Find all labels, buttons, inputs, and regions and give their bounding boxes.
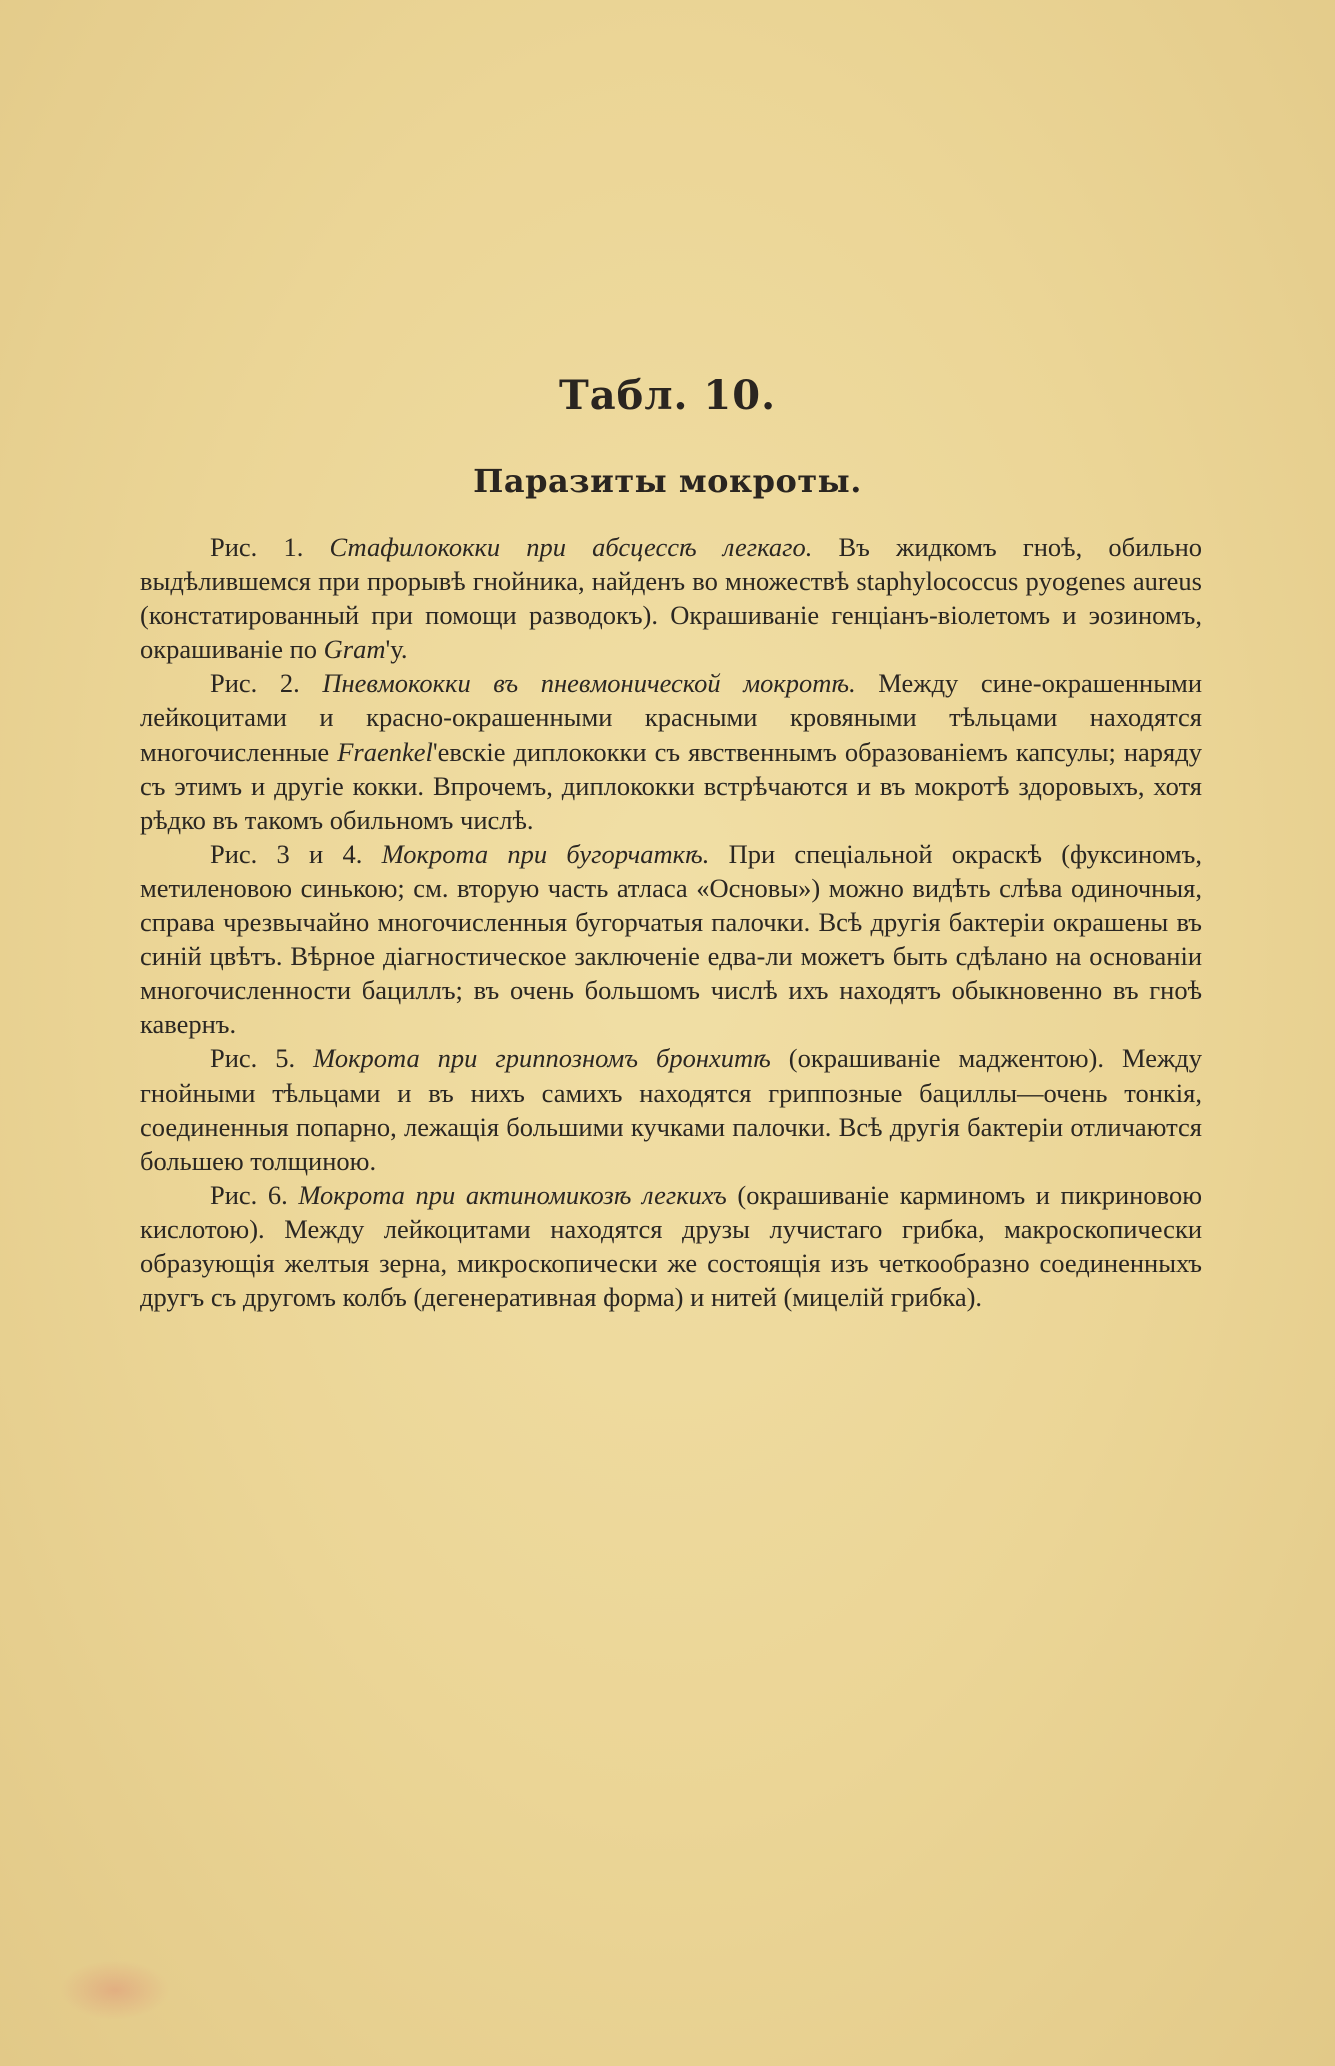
paper-stain [60, 1960, 170, 2020]
paragraph-text: (окрашиваніе карминомъ и пикриновою кислотою). Между лейкоцитами находятся друзы лучистаго грибка, макроскопически образующія желтыя зерна, микроскопически же состоящія изъ четкообразно соединенныхъ другъ съ другомъ колбъ (дегенеративная форма) и нитей (мицелій грибка). [140, 1179, 1202, 1313]
paragraph-fig-2 [140, 666, 1202, 836]
paragraph-text: Между сине-окрашенными лейкоцитами и красно-окрашенными красными кровяными тѣльцами находятся многочисленные [140, 668, 1202, 767]
figure-caption: Мокрота при бугорчаткѣ. [381, 838, 710, 869]
paragraph-fig-6 [140, 1178, 1202, 1314]
figure-ref: Рис. 2. [210, 668, 323, 699]
paragraph-fig-1 [140, 530, 1202, 666]
figure-caption: Пневмококки въ пневмонической мокротѣ. [322, 668, 856, 699]
page-subtitle: Паразиты мокроты. [473, 462, 862, 500]
figure-caption: Мокрота при гриппозномъ бронхитѣ [313, 1043, 771, 1074]
paragraph-fig-5 [140, 1041, 1202, 1177]
paragraph-text-end: 'у. [385, 634, 408, 665]
body-text [140, 530, 1202, 1314]
paragraph-fig-3-4 [140, 837, 1202, 1042]
author-name: Gram [323, 634, 386, 665]
author-name: Fraenkel [337, 736, 433, 767]
paragraph-text: Въ жидкомъ гноѣ, обильно выдѣлившемся при прорывѣ гнойника, найденъ во множествѣ staphylococcus pyogenes aureus (констатированный при помощи разводокъ). Окрашиваніе генціанъ-віолетомъ и эозиномъ, окрашиваніе по [140, 532, 1202, 665]
figure-caption: Мокрота при актиномикозѣ легкихъ [298, 1179, 727, 1210]
paragraph-text-end: 'евскіе диплококки съ явственнымъ образованіемъ капсулы; наряду съ этимъ и другіе кокки. Впрочемъ, диплококки встрѣчаются и въ мокротѣ здоровыхъ, хотя рѣдко въ такомъ обильномъ числѣ. [140, 736, 1202, 835]
page-title: Табл. 10. [558, 372, 776, 419]
figure-ref: Рис. 1. [210, 532, 330, 562]
paragraph-text: При спеціальной окраскѣ (фуксиномъ, метиленовою синькою; см. вторую часть атласа «Основы») можно видѣть слѣва одиночныя, справа чрезвычайно многочисленныя бугорчатыя палочки. Всѣ другія бактеріи окрашены въ синій цвѣтъ. Вѣрное діагностическое заключеніе едва-ли можетъ быть сдѣлано на основаніи многочисленности бациллъ; въ очень большомъ числѣ ихъ находятъ обыкновенно въ гноѣ кавернъ. [140, 838, 1202, 1040]
figure-ref: Рис. 6. [210, 1179, 299, 1210]
figure-ref: Рис. 5. [210, 1043, 314, 1074]
figure-ref: Рис. 3 и 4. [210, 838, 382, 869]
figure-caption: Стафилококки при абсцессѣ легкаго. [329, 532, 813, 562]
paragraph-text: (окрашиваніе маджентою). Между гнойными тѣльцами и въ нихъ самихъ находятся гриппозные бациллы—очень тонкія, соединенныя попарно, лежащія большими кучками палочки. Всѣ другія бактеріи отличаются большею толщиною. [140, 1043, 1202, 1176]
